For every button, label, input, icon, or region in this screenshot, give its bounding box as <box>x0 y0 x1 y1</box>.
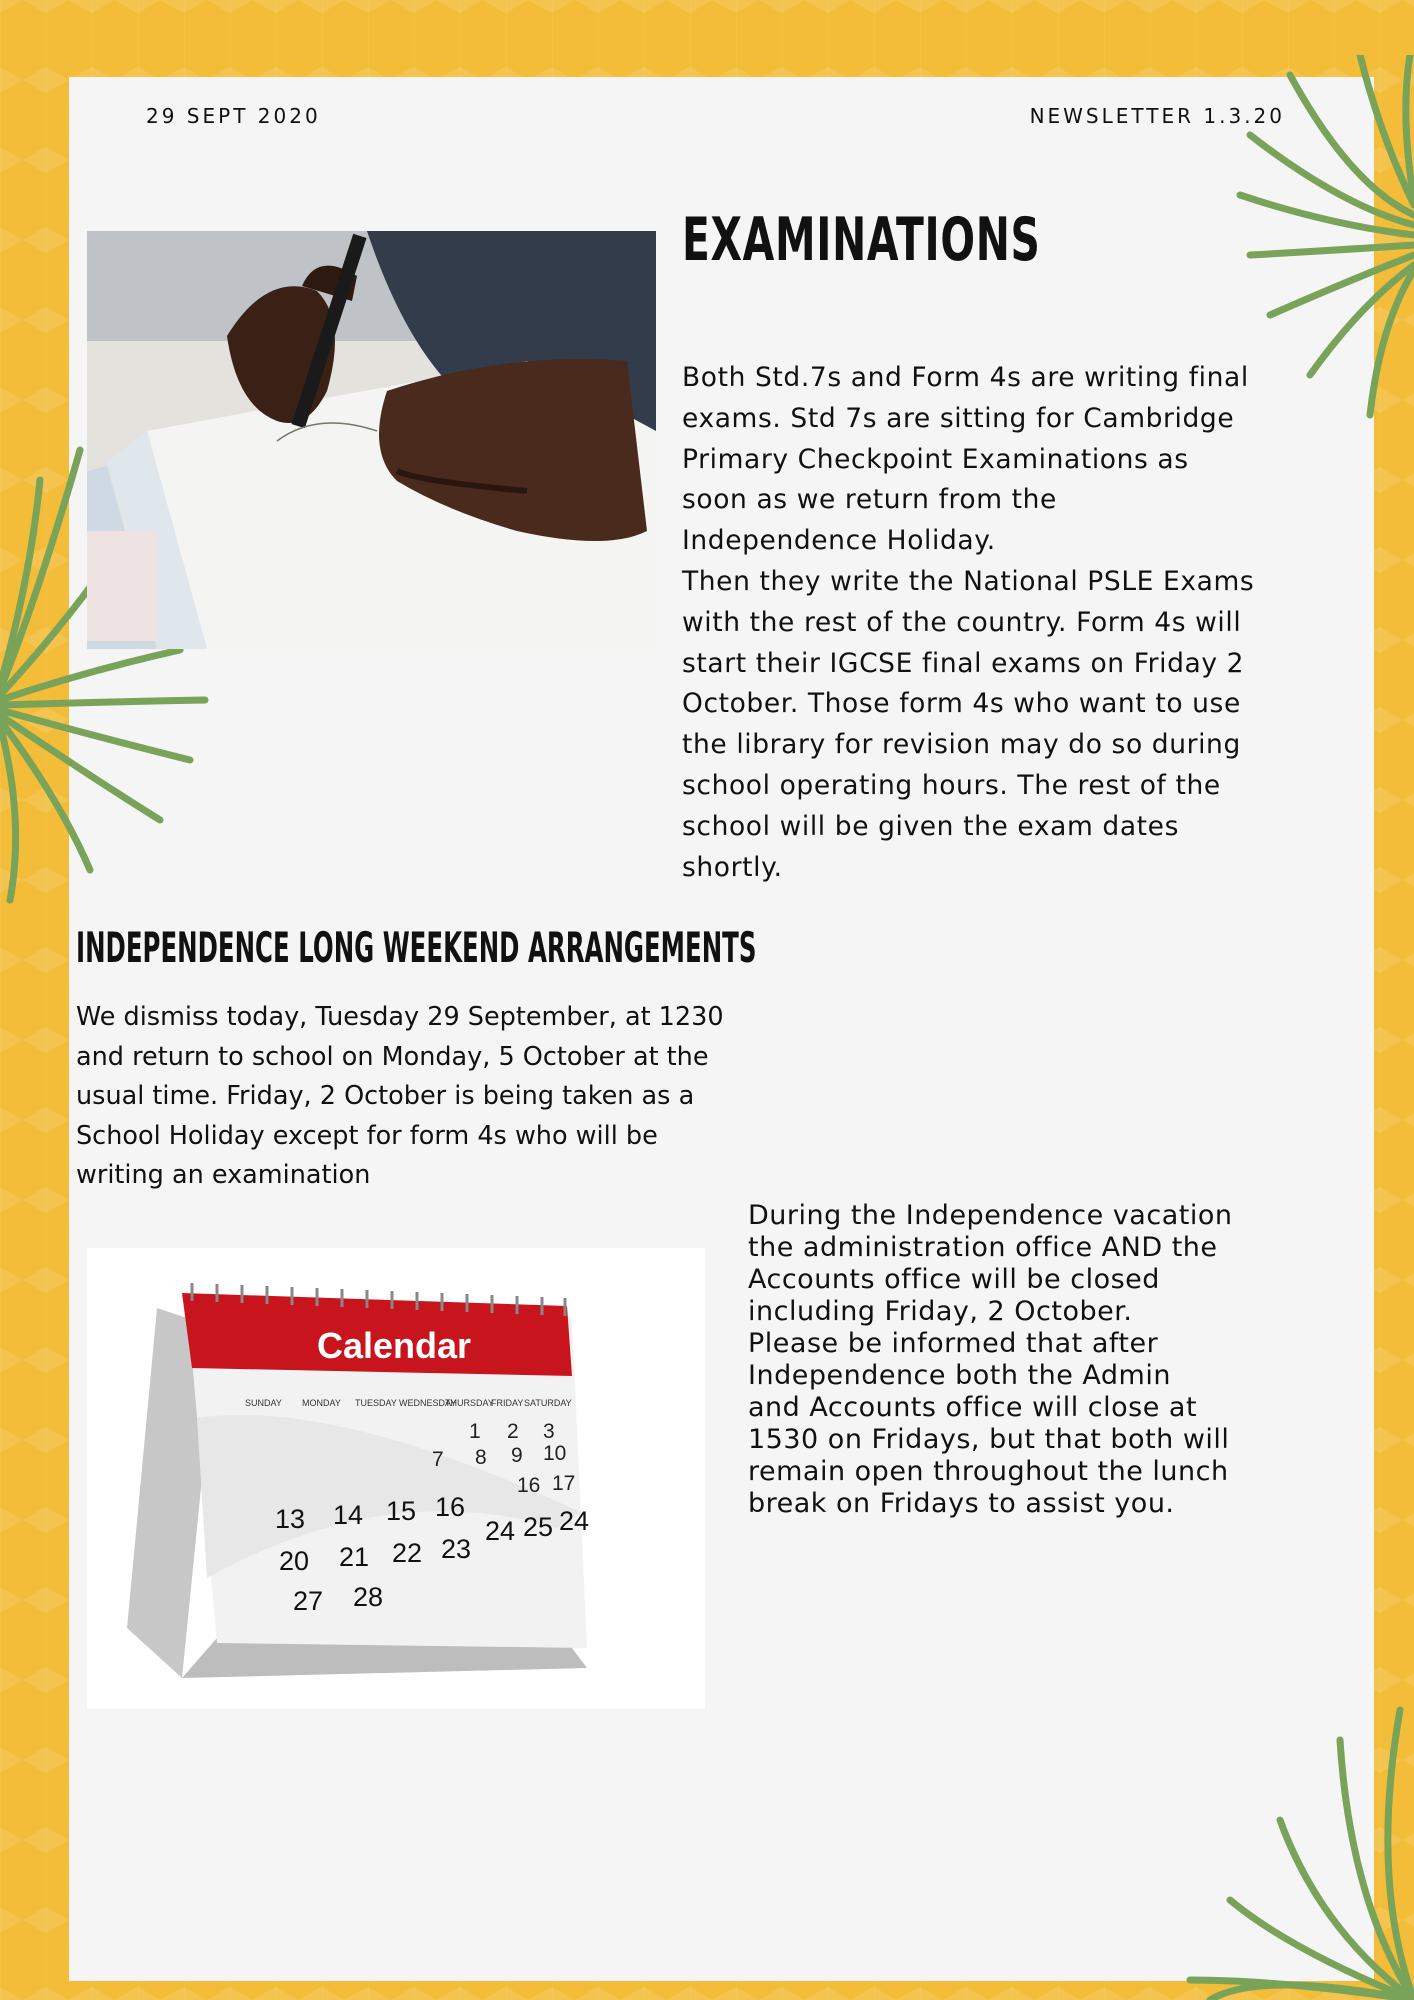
weekday-friday: FRIDAY <box>491 1398 524 1408</box>
calendar-date: 21 <box>339 1542 370 1572</box>
calendar-date: 24 <box>559 1506 590 1536</box>
calendar-date: 17 <box>552 1472 576 1495</box>
calendar-date: 22 <box>392 1538 423 1568</box>
newsletter-number: NEWSLETTER 1.3.20 <box>1029 104 1285 128</box>
examinations-title: EXAMINATIONS <box>682 205 1041 275</box>
examinations-body: Both Std.7s and Form 4s are writing final exams. Std 7s are sitting for Cambridge Primary Checkpoint Examinations as soon as we return from the Independence Holiday. Then they write the National PSLE Exams with the rest of the country. Form 4s will start their IGCSE final exams on Friday 2 October. Those form 4s who want to use the library for revision may do so during school operating hours. The rest of the school will be given the exam dates shortly. <box>682 362 1255 883</box>
calendar-date: 24 <box>485 1516 516 1546</box>
calendar-date: 16 <box>517 1474 541 1497</box>
calendar-date: 1 <box>469 1420 481 1443</box>
calendar-date: 8 <box>475 1446 487 1469</box>
calendar-date: 25 <box>523 1512 554 1542</box>
calendar-banner-text: Calendar <box>317 1325 472 1366</box>
calendar-date: 16 <box>435 1492 466 1522</box>
weekday-wednesday: WEDNESDAY <box>399 1398 457 1408</box>
calendar-date: 9 <box>511 1444 523 1467</box>
calendar-date: 7 <box>432 1448 444 1471</box>
calendar-date: 28 <box>353 1582 384 1612</box>
weekday-sunday: SUNDAY <box>245 1398 282 1408</box>
weekday-saturday: SATURDAY <box>524 1398 572 1408</box>
calendar-date: 23 <box>441 1534 472 1564</box>
calendar-date: 15 <box>386 1496 417 1526</box>
newsletter-date: 29 SEPT 2020 <box>146 104 321 128</box>
calendar-date: 27 <box>293 1586 324 1616</box>
weekday-monday: MONDAY <box>302 1398 341 1408</box>
office-closure-body: During the Independence vacation the administration office AND the Accounts office will be closed including Friday, 2 October. Please be informed that after Independence both the Admin and Accounts office will close at 1530 on Fridays, but that both will remain open throughout the lunch break on Fridays to assist you. <box>748 1200 1233 1519</box>
calendar-date: 2 <box>507 1420 519 1443</box>
calendar-photo <box>87 1248 705 1709</box>
calendar-date: 3 <box>543 1420 555 1443</box>
weekday-tuesday: TUESDAY <box>355 1398 397 1408</box>
calendar-date: 13 <box>275 1504 306 1534</box>
weekday-thursday: THURSDAY <box>445 1398 494 1408</box>
hands-writing-photo <box>87 231 656 649</box>
calendar-date: 10 <box>543 1442 567 1465</box>
independence-weekend-title: INDEPENDENCE LONG WEEKEND ARRANGEMENTS <box>76 923 757 972</box>
independence-weekend-body: We dismiss today, Tuesday 29 September, at 1230 and return to school on Monday, 5 October at the usual time. Friday, 2 October is being taken as a School Holiday except for form 4s who will be writing an examination <box>76 1002 724 1190</box>
calendar-date: 20 <box>279 1546 310 1576</box>
calendar-date: 14 <box>333 1500 364 1530</box>
